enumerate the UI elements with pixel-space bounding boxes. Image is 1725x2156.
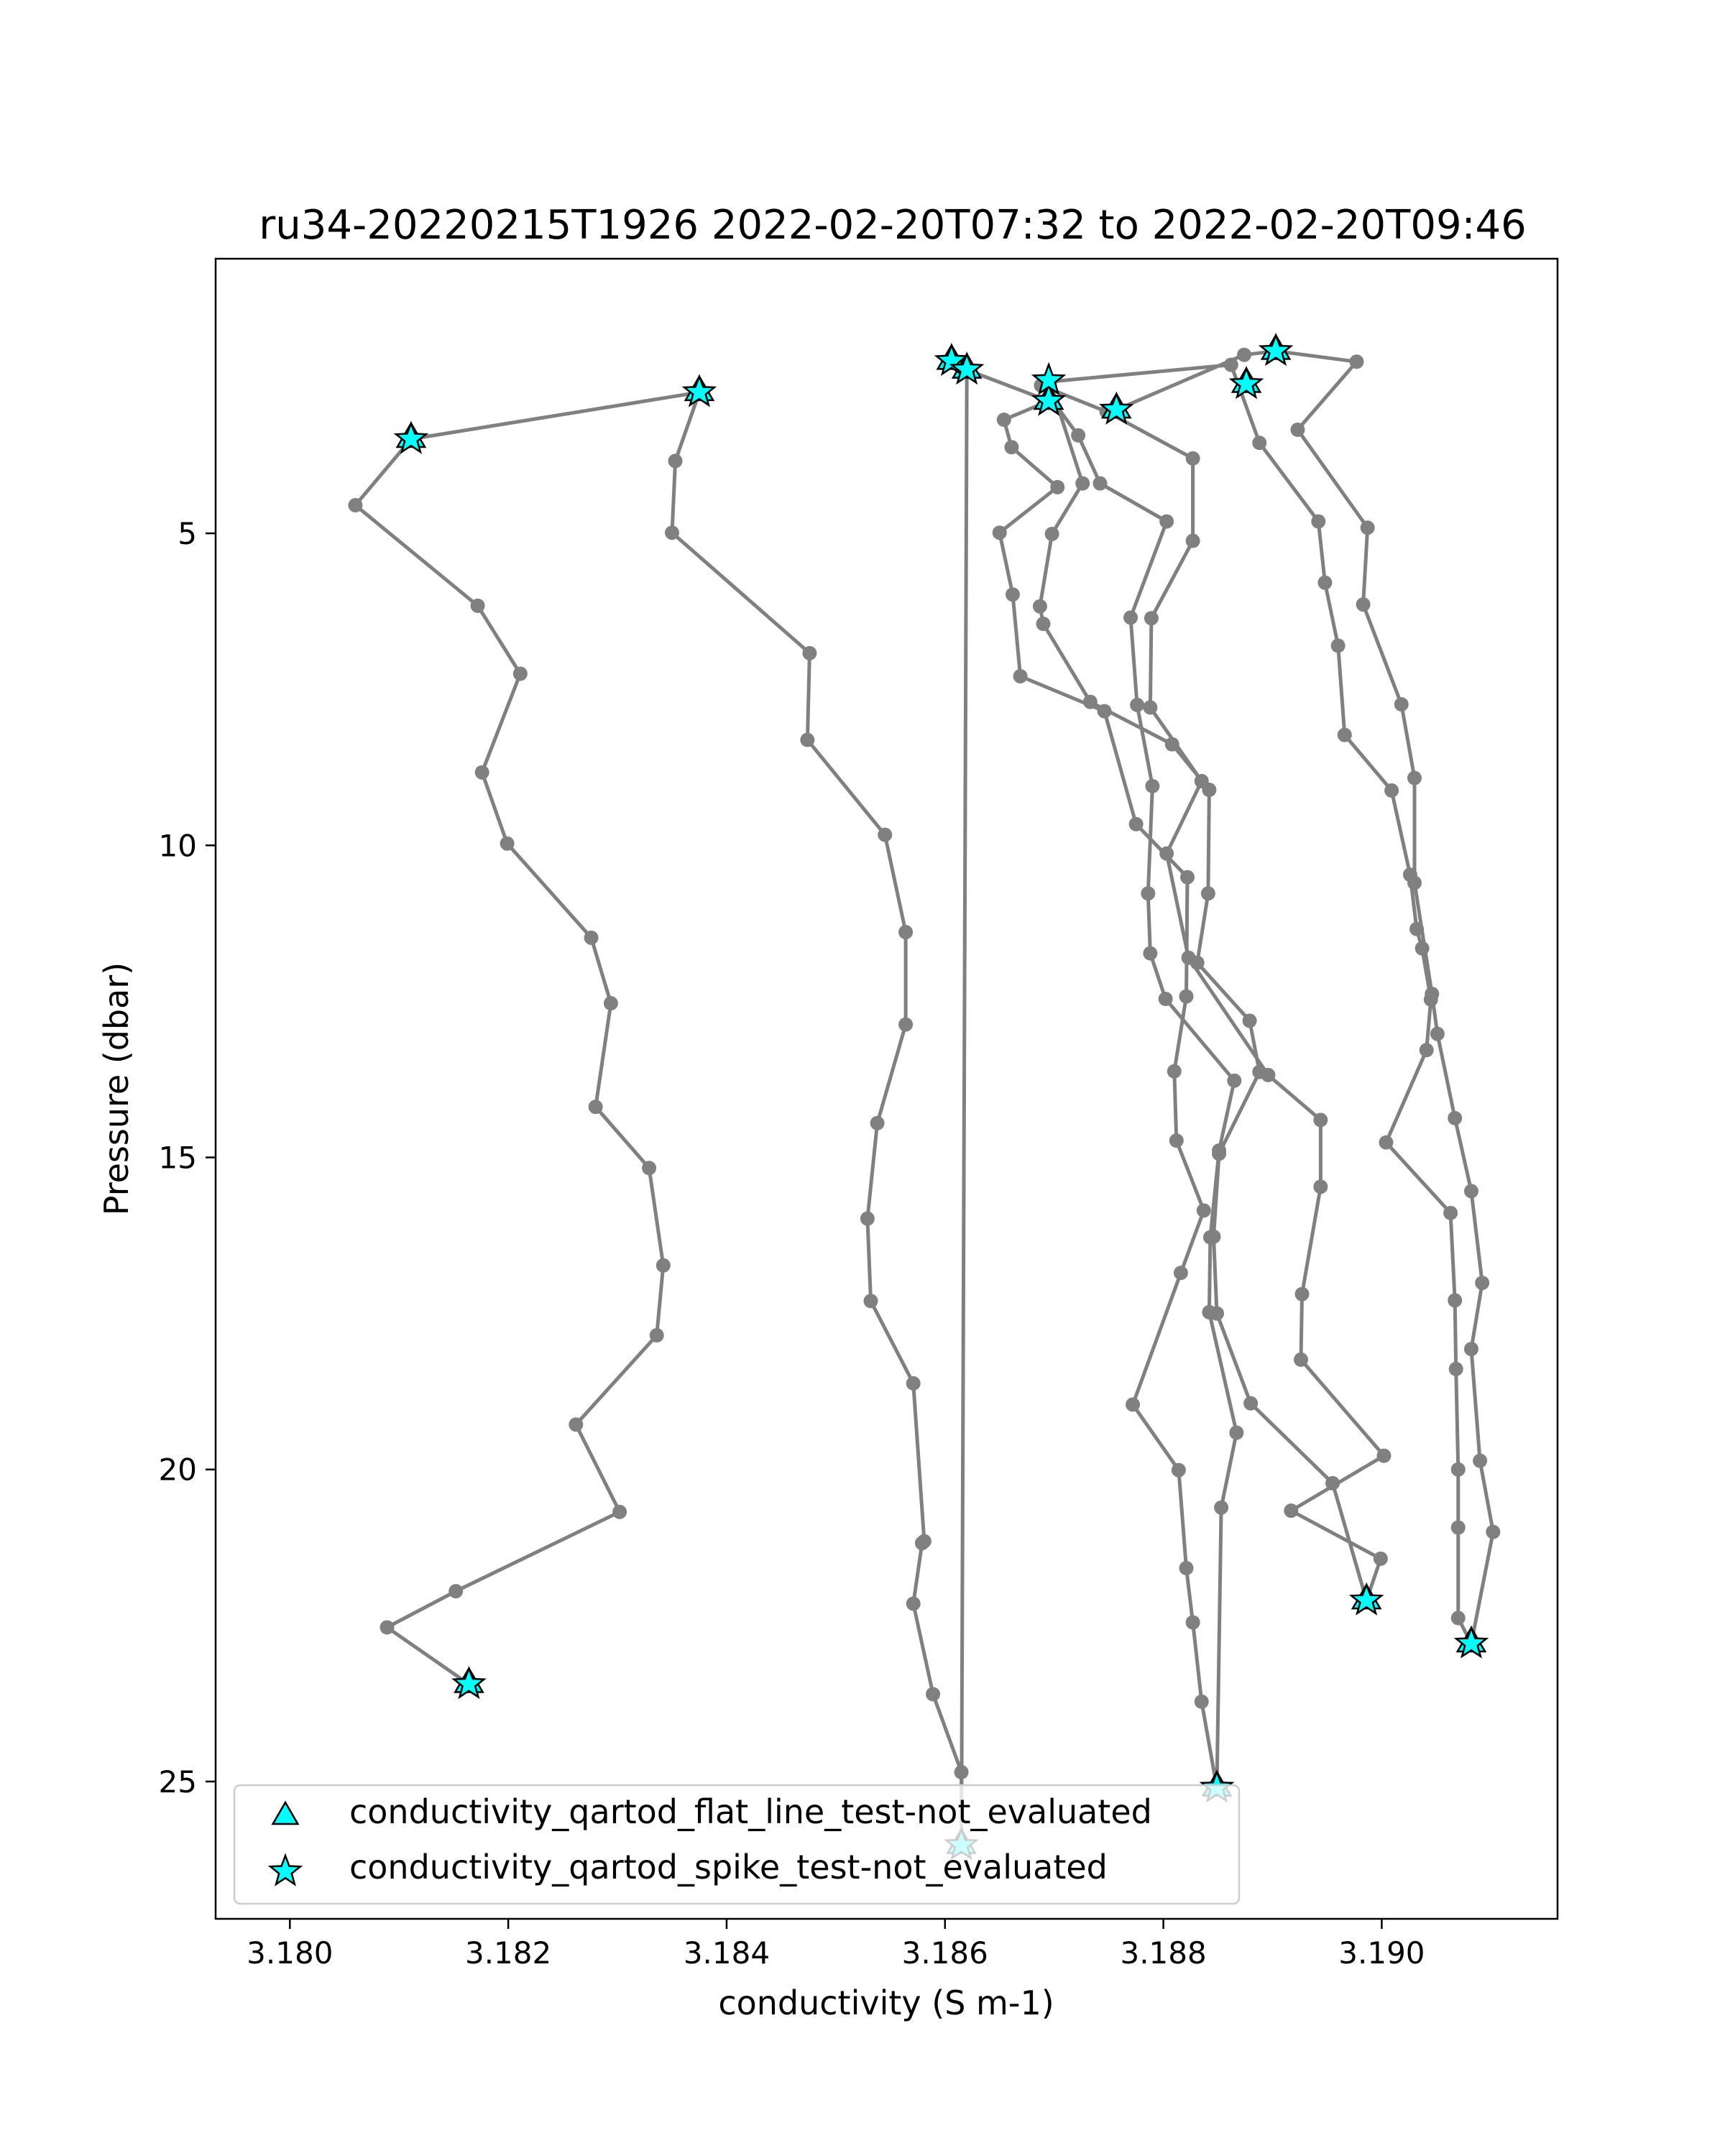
data-point <box>1295 1287 1310 1302</box>
data-point <box>584 931 599 945</box>
data-point <box>1143 946 1157 961</box>
data-point <box>1092 476 1107 491</box>
data-point <box>448 1584 463 1598</box>
data-point <box>1186 451 1200 466</box>
data-point <box>1331 638 1346 653</box>
data-point <box>898 1018 913 1032</box>
data-point <box>1126 1397 1140 1411</box>
data-point <box>1430 1027 1445 1041</box>
legend-label-spike: conductivity_qartod_spike_test-not_evaluated <box>349 1848 1108 1886</box>
data-point <box>1180 870 1195 885</box>
data-point <box>1376 1449 1391 1463</box>
data-point <box>860 1212 875 1226</box>
data-point <box>475 765 489 780</box>
data-point <box>1425 987 1439 1001</box>
data-point <box>1210 1307 1224 1321</box>
data-point <box>612 1505 627 1519</box>
data-point <box>1071 428 1085 443</box>
data-point <box>1165 737 1179 752</box>
data-point <box>1172 1463 1186 1478</box>
data-point <box>1409 922 1424 936</box>
data-point <box>1420 1043 1434 1057</box>
data-point <box>1179 989 1193 1003</box>
data-point <box>906 1376 921 1391</box>
x-tick-label: 3.184 <box>683 1935 770 1971</box>
data-point <box>604 996 618 1010</box>
data-point <box>870 1116 885 1130</box>
data-point <box>1290 423 1305 437</box>
data-point <box>1464 1184 1478 1198</box>
data-point <box>1045 527 1059 541</box>
data-point <box>1036 617 1050 631</box>
data-point <box>1050 480 1064 494</box>
y-tick-label: 10 <box>158 828 197 864</box>
data-point <box>500 837 515 851</box>
data-point <box>1129 817 1144 831</box>
data-point <box>380 1620 395 1634</box>
data-point <box>348 498 362 512</box>
data-point <box>668 453 683 468</box>
data-point <box>569 1417 583 1432</box>
y-tick-label: 15 <box>158 1140 197 1176</box>
data-point <box>1004 440 1018 454</box>
data-point <box>1195 1695 1209 1709</box>
data-point <box>1451 1611 1466 1625</box>
data-point <box>926 1687 940 1701</box>
data-point <box>1190 956 1205 970</box>
data-point <box>1451 1462 1466 1477</box>
data-point <box>1451 1521 1466 1535</box>
data-point <box>906 1596 921 1611</box>
data-point <box>1229 1426 1243 1440</box>
data-point <box>665 525 679 540</box>
data-point <box>1174 1266 1188 1280</box>
data-point <box>1083 695 1098 709</box>
data-point <box>1227 1074 1241 1088</box>
data-point <box>1252 1065 1266 1079</box>
data-point <box>1075 476 1090 491</box>
x-tick-label: 3.188 <box>1120 1935 1207 1971</box>
x-tick-label: 3.186 <box>901 1935 988 1971</box>
data-point <box>1197 1203 1211 1217</box>
data-point <box>1159 847 1174 861</box>
data-point <box>1443 1206 1458 1220</box>
data-point <box>1317 576 1332 590</box>
data-point <box>802 646 816 660</box>
data-point <box>1448 1111 1462 1125</box>
data-point <box>1212 1146 1226 1161</box>
data-point <box>1169 1133 1184 1148</box>
data-point <box>1349 354 1363 369</box>
data-point <box>800 733 814 747</box>
data-point <box>1294 1353 1308 1367</box>
data-point <box>1407 771 1422 786</box>
data-point <box>993 525 1007 540</box>
data-point <box>1243 1013 1257 1028</box>
data-point <box>1243 1396 1258 1411</box>
legend <box>234 1785 1239 1904</box>
data-point <box>1186 1616 1200 1630</box>
data-point <box>1379 1135 1393 1150</box>
data-point <box>1143 700 1157 714</box>
data-point <box>1214 1501 1228 1515</box>
data-point <box>1141 886 1155 900</box>
data-point <box>1201 886 1215 900</box>
data-point <box>1449 1362 1463 1376</box>
y-axis-label: Pressure (dbar) <box>97 962 136 1216</box>
data-point <box>656 1258 671 1273</box>
data-point <box>1186 534 1200 548</box>
data-point <box>1252 436 1266 450</box>
x-axis-label: conductivity (S m-1) <box>718 1984 1054 2022</box>
data-point <box>513 667 528 681</box>
data-point <box>1313 1112 1328 1127</box>
data-point <box>1033 599 1047 614</box>
data-point <box>1130 698 1144 712</box>
data-point <box>1013 669 1028 683</box>
data-point <box>1237 348 1251 362</box>
data-point <box>1006 587 1020 602</box>
data-point <box>642 1161 656 1175</box>
y-tick-label: 20 <box>158 1452 197 1488</box>
data-point <box>1473 1454 1487 1468</box>
data-point <box>1313 1179 1328 1194</box>
data-point <box>589 1100 603 1114</box>
data-point <box>1384 783 1399 798</box>
data-point <box>1145 779 1159 793</box>
data-point <box>1464 1342 1478 1356</box>
data-point <box>915 1536 929 1550</box>
data-point <box>1356 597 1371 612</box>
data-point <box>1224 358 1238 372</box>
data-point <box>1123 610 1138 625</box>
x-tick-label: 3.190 <box>1338 1935 1425 1971</box>
data-point <box>878 828 892 842</box>
data-point <box>1159 992 1173 1006</box>
x-tick-label: 3.180 <box>247 1935 334 1971</box>
x-tick-label: 3.182 <box>464 1935 552 1971</box>
chart-title: ru34-20220215T1926 2022-02-20T07:32 to 2022-02-20T09:46 <box>259 202 1527 249</box>
data-point <box>1167 1064 1182 1079</box>
data-point <box>1325 1476 1340 1491</box>
y-tick-label: 25 <box>158 1764 197 1800</box>
data-point <box>1311 515 1325 529</box>
data-point <box>1206 1230 1220 1244</box>
data-point <box>863 1294 878 1308</box>
data-point <box>1448 1293 1462 1307</box>
data-point <box>1394 697 1409 711</box>
data-point <box>1361 520 1375 535</box>
data-point <box>1407 875 1422 890</box>
data-point <box>1144 611 1159 625</box>
y-tick-label: 5 <box>178 516 197 552</box>
data-point <box>1486 1525 1500 1539</box>
data-point <box>1159 515 1174 529</box>
data-point <box>1374 1552 1388 1566</box>
data-point <box>1179 1561 1193 1575</box>
data-point <box>1202 783 1216 797</box>
data-point <box>898 925 913 939</box>
data-point <box>650 1328 664 1342</box>
data-point <box>997 413 1011 427</box>
legend-label-flat-line: conductivity_qartod_flat_line_test-not_evaluated <box>349 1792 1152 1831</box>
data-point <box>1415 941 1430 956</box>
data-point <box>1475 1276 1489 1290</box>
data-point <box>954 1765 969 1779</box>
data-point <box>471 599 485 613</box>
data-point <box>1098 704 1112 719</box>
data-point <box>1284 1503 1298 1518</box>
data-point <box>1338 728 1352 742</box>
